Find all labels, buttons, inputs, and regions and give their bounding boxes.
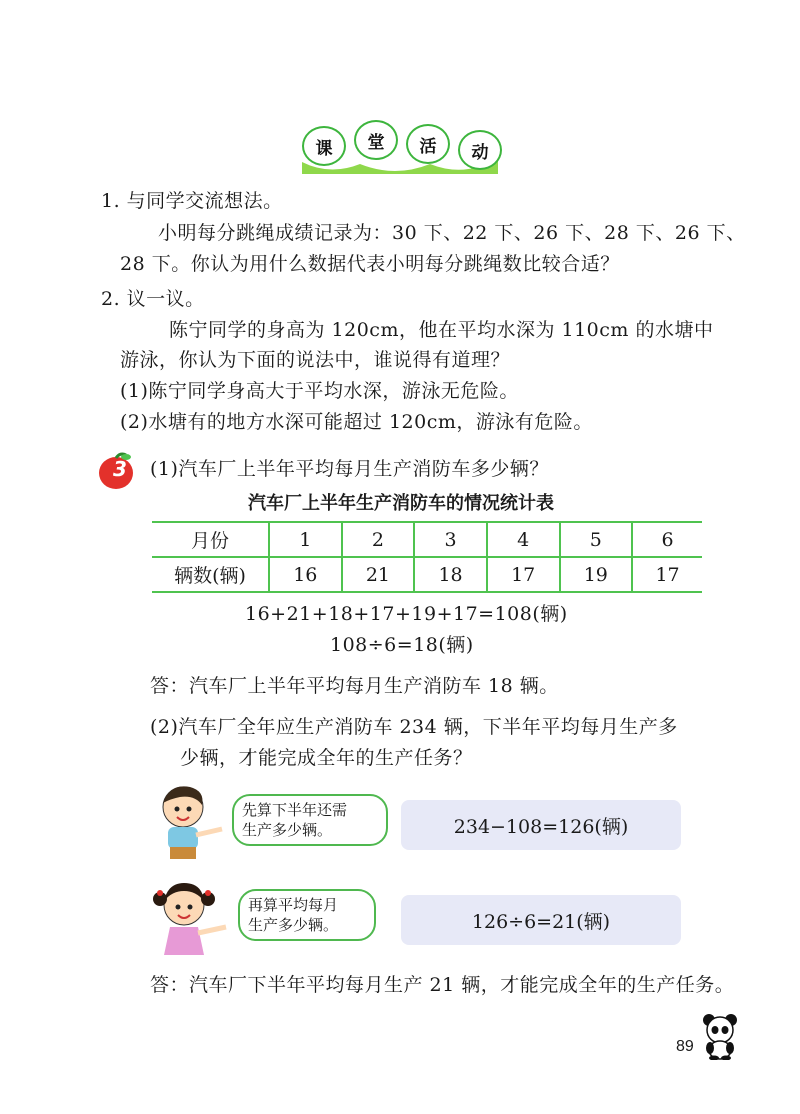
- table-cell: 1: [269, 522, 342, 557]
- banner-char-4: 动: [458, 130, 502, 170]
- calc-average: 108÷6=18(辆): [330, 634, 474, 656]
- table-cell: 18: [414, 557, 487, 592]
- section1-heading: 1. 与同学交流想法。: [101, 190, 283, 212]
- boy-icon: [150, 783, 225, 868]
- table-cell: 月份: [152, 522, 269, 557]
- section2-heading: 2. 议一议。: [101, 288, 205, 310]
- section1-line1: 小明每分跳绳成绩记录为：30 下、22 下、26 下、28 下、26 下、: [158, 222, 746, 244]
- speech-bubble-1: [232, 794, 388, 846]
- calc-sum: 16+21+18+17+19+17=108(辆): [245, 603, 568, 625]
- bubble1-line2: 生产多少辆。: [242, 821, 333, 839]
- table-data-row: [152, 557, 702, 592]
- table-cell: 19: [560, 557, 633, 592]
- table-cell: 17: [632, 557, 702, 592]
- banner-char-2: 堂: [354, 120, 398, 160]
- table-cell: 5: [560, 522, 633, 557]
- table-cell: 16: [269, 557, 342, 592]
- section1-line2: 28 下。你认为用什么数据代表小明每分跳绳数比较合适？: [120, 253, 620, 275]
- page-number: 89: [676, 1038, 694, 1055]
- panda-illustration: [700, 1012, 740, 1060]
- section2-line2: 游泳，你认为下面的说法中，谁说得有道理？: [120, 349, 511, 371]
- table-cell: 辆数(辆): [174, 565, 246, 587]
- section2-line1: 陈宁同学的身高为 120cm，他在平均水深为 110cm 的水塘中: [169, 319, 714, 341]
- bubble2-line1: 再算平均每月: [248, 896, 339, 914]
- calc-box-1: 234−108=126(辆): [401, 800, 681, 850]
- table-cell: 3: [414, 522, 487, 557]
- table-cell: 21: [342, 557, 415, 592]
- speech-bubble-2: [238, 889, 376, 941]
- question2-line1: (2)汽车厂全年应生产消防车 234 辆，下半年平均每月生产多: [150, 716, 678, 738]
- section2-option2: (2)水塘有的地方水深可能超过 120cm，游泳有危险。: [120, 411, 593, 433]
- table-header-row: [152, 522, 702, 557]
- badge-number: 3: [113, 457, 127, 481]
- table-cell: 2: [342, 522, 415, 557]
- panda-icon: [700, 1012, 740, 1060]
- section3-question1: (1)汽车厂上半年平均每月生产消防车多少辆？: [150, 458, 549, 480]
- question2-line2: 少辆，才能完成全年的生产任务？: [180, 747, 473, 769]
- banner-char-1: 课: [302, 126, 346, 166]
- table-cell: 6: [632, 522, 702, 557]
- girl-icon: [150, 877, 228, 962]
- class-activity-banner: [300, 118, 500, 178]
- banner-char-3: 活: [406, 124, 450, 164]
- calc-box-2: 126÷6=21(辆): [401, 895, 681, 945]
- bubble1-line1: 先算下半年还需: [242, 801, 348, 819]
- table-cell: 4: [487, 522, 560, 557]
- answer1: 答：汽车厂上半年平均每月生产消防车 18 辆。: [150, 675, 559, 697]
- section2-option1: (1)陈宁同学身高大于平均水深，游泳无危险。: [120, 380, 519, 402]
- answer2: 答：汽车厂下半年平均每月生产 21 辆，才能完成全年的生产任务。: [150, 974, 735, 996]
- bubble2-line2: 生产多少辆。: [248, 916, 339, 934]
- stats-table: [152, 521, 702, 593]
- girl-illustration: [150, 877, 228, 962]
- table-title: 汽车厂上半年生产消防车的情况统计表: [248, 493, 554, 514]
- table-cell: 17: [487, 557, 560, 592]
- boy-illustration: [150, 783, 225, 868]
- apple-number-badge: [96, 451, 140, 491]
